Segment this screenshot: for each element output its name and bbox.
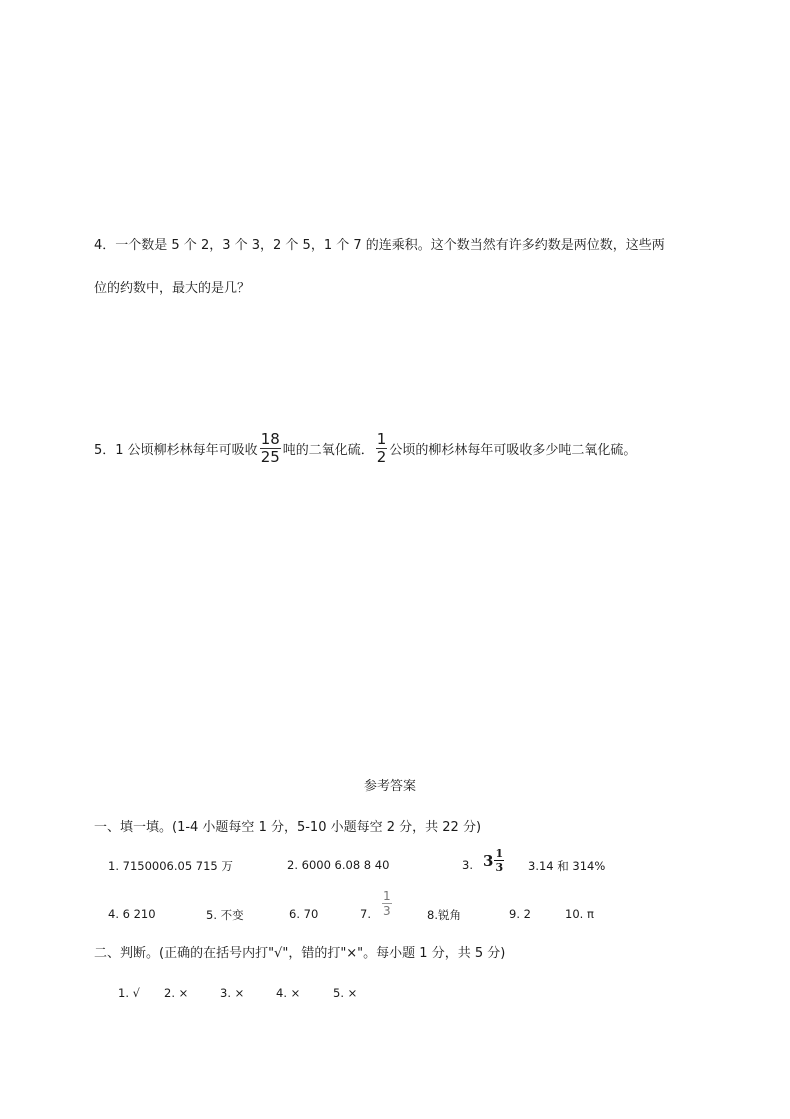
judge-answer-4: 4. × <box>276 986 301 1000</box>
answer-3-mixed-number <box>483 848 506 873</box>
question-4-line-1: 4．一个数是 5 个 2，3 个 3，2 个 5，1 个 7 的连乘积。这个数当然有许多约数是两位数，这些两 <box>94 238 665 253</box>
answers-title: 参考答案 <box>364 779 417 794</box>
fraction-denominator: 3 <box>383 904 391 918</box>
answer-3-label: 3. <box>462 858 473 872</box>
section-2-heading: 二、判断。(正确的在括号内打"√"，错的打"×"。每小题 1 分，共 5 分) <box>94 946 506 961</box>
answer-7-label: 7. <box>360 907 371 921</box>
judge-answer-3: 3. × <box>220 986 245 1000</box>
question-5 <box>94 432 636 465</box>
answer-6: 6. 70 <box>289 907 319 921</box>
fraction-numerator: 1 <box>495 847 504 860</box>
fraction-numerator: 18 <box>260 430 280 448</box>
fraction-denominator: 2 <box>376 448 387 466</box>
answer-9: 9. 2 <box>509 907 531 921</box>
mixed-fraction <box>494 848 504 873</box>
fraction-18-25 <box>260 432 281 465</box>
section-1-heading: 一、填一填。(1-4 小题每空 1 分，5-10 小题每空 2 分，共 22 分) <box>94 820 482 835</box>
question-5-text-2: 吨的二氧化硫． <box>282 443 374 458</box>
question-5-text-1: 5．1 公顷柳杉林每年可吸收 <box>94 443 258 458</box>
judge-answer-5: 5. × <box>333 986 358 1000</box>
answer-10: 10. π <box>565 907 594 921</box>
question-4-line-2: 位的约数中，最大的是几？ <box>94 281 251 296</box>
mixed-whole: 3 <box>483 851 494 870</box>
question-5-text-3: 公顷的柳杉林每年可吸收多少吨二氧化硫。 <box>389 443 637 458</box>
fraction-denominator: 25 <box>260 448 280 466</box>
fraction-1-2 <box>376 432 388 465</box>
fraction-numerator: 1 <box>383 889 391 903</box>
fraction-denominator: 3 <box>495 861 504 874</box>
answer-4: 4. 6 210 <box>108 907 156 921</box>
fraction-numerator: 1 <box>376 430 387 448</box>
judge-answer-2: 2. × <box>164 986 189 1000</box>
answer-2: 2. 6000 6.08 8 40 <box>287 858 390 872</box>
answer-3-rest: 3.14 和 314% <box>528 859 606 873</box>
answer-8: 8.锐角 <box>427 908 461 922</box>
answer-1: 1. 7150006.05 715 万 <box>108 859 233 873</box>
answer-5: 5. 不变 <box>206 908 244 922</box>
judge-answer-1: 1. √ <box>118 986 140 1000</box>
answer-7-fraction <box>380 890 394 917</box>
